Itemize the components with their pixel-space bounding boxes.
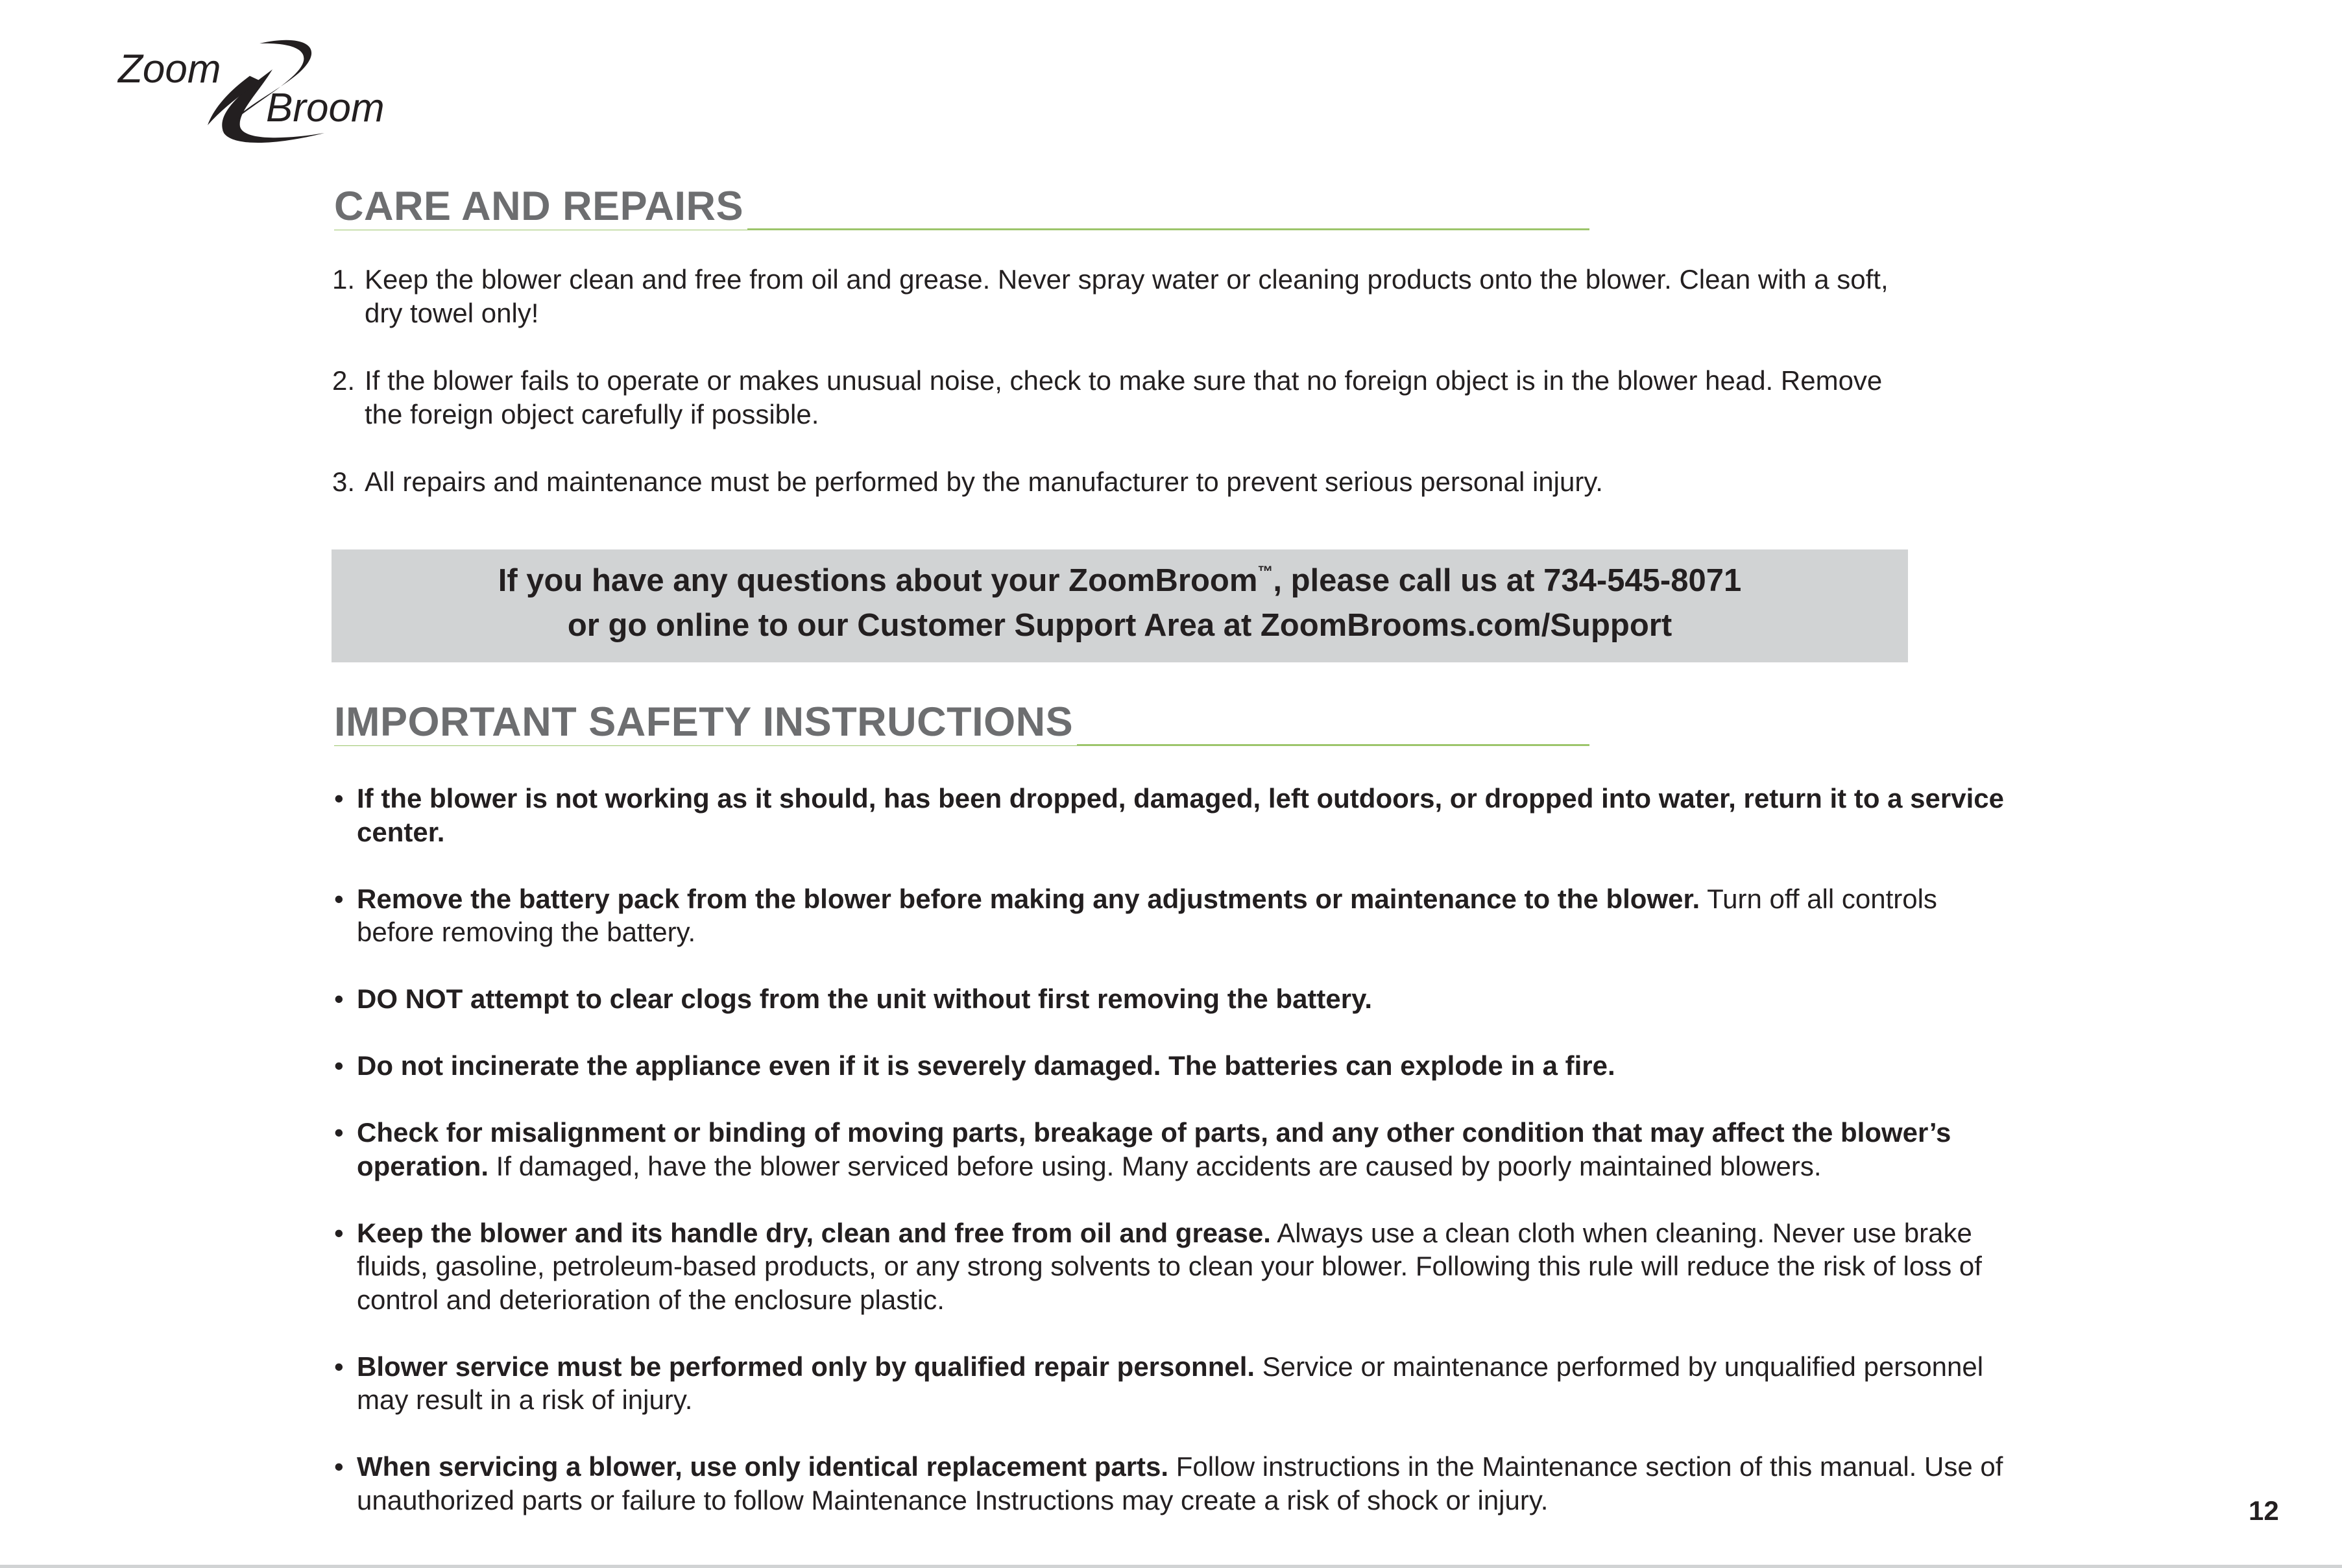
item-bold-text: Remove the battery pack from the blower before making any adjustments or maintenance to the blower. (357, 883, 1700, 914)
bullet: • (334, 1351, 344, 1382)
item-bold-text: DO NOT attempt to clear clogs from the unit without first removing the battery. (357, 983, 1373, 1014)
item-text: All repairs and maintenance must be performed by the manufacturer to prevent serious personal injury. (365, 466, 1603, 497)
bullet: • (334, 783, 344, 814)
item-bold-text: Keep the blower and its handle dry, clean and free from oil and grease. (357, 1217, 1271, 1248)
safety-heading-text: IMPORTANT SAFETY INSTRUCTIONS (334, 699, 1077, 745)
item-bold-text: Blower service must be performed only by qualified repair personnel. (357, 1351, 1255, 1382)
item-text: Service or maintenance performed by unqualified personnel may result in a risk of injury. (357, 1351, 1984, 1415)
callout-text: If you have any questions about your ZoomBroom (498, 563, 1258, 598)
logo-word-broom: Broom (266, 86, 385, 130)
logo-word-zoom: Zoom (118, 47, 221, 91)
bullet: • (334, 983, 344, 1014)
trademark-symbol: ™ (1257, 563, 1274, 581)
item-text: If damaged, have the blower serviced before using. Many accidents are caused by poorly maintained blowers. (489, 1150, 1822, 1181)
item-bold-text: If the blower is not working as it should, has been dropped, damaged, left outdoors, or dropped into water, return it to a service center. (357, 783, 2004, 847)
callout-line-1 (332, 559, 1908, 603)
bullet: • (334, 1217, 344, 1248)
bullet: • (334, 1451, 344, 1482)
care-and-repairs-heading (334, 182, 1589, 230)
safety-instructions-list (334, 782, 2014, 1550)
zoombroom-logo (110, 36, 415, 149)
item-bold-text: Do not incinerate the appliance even if it is severely damaged. The batteries can explode in a fire. (357, 1050, 1615, 1081)
list-item (334, 882, 2014, 949)
list-item (332, 263, 1909, 330)
item-bold-text: Check for misalignment or binding of moving parts, breakage of parts, and any other condition that may affect the blower’s operation. (357, 1117, 1951, 1181)
list-item (334, 1116, 2014, 1183)
item-text: Always use a clean cloth when cleaning. Never use brake fluids, gasoline, petroleum-based products, or any strong solvents to clean your blower. Following this rule will reduce the risk of loss of control and deterioration of the enclosure plastic. (357, 1217, 1982, 1315)
item-text: Keep the blower clean and free from oil and grease. Never spray water or cleaning products onto the blower. Clean with a soft, dry towel only! (365, 264, 1889, 328)
item-bold-text: When servicing a blower, use only identical replacement parts. (357, 1451, 1169, 1482)
item-number: 1. (332, 264, 356, 295)
list-item (334, 1049, 2014, 1083)
customer-support-callout (332, 549, 1908, 662)
care-heading-text: CARE AND REPAIRS (334, 183, 747, 230)
list-item (334, 982, 2014, 1016)
bullet: • (334, 1050, 344, 1081)
list-item (334, 1450, 2014, 1517)
bottom-divider (0, 1565, 2342, 1568)
item-number: 2. (332, 365, 356, 396)
item-number: 3. (332, 466, 356, 497)
callout-line-2: or go online to our Customer Support Area at ZoomBrooms.com/Support (567, 608, 1672, 643)
item-text: Turn off all controls before removing the battery. (357, 883, 1937, 947)
important-safety-heading (334, 697, 1589, 746)
list-item (332, 465, 1909, 499)
list-item (332, 364, 1909, 431)
callout-phone-text: , please call us at 734-545-8071 (1273, 563, 1742, 598)
care-instructions-list (332, 263, 1909, 533)
item-text: If the blower fails to operate or makes unusual noise, check to make sure that no foreign object is in the blower head. Remove the foreign object carefully if possible. (365, 365, 1883, 429)
list-item (334, 1216, 2014, 1317)
bullet: • (334, 1117, 344, 1148)
page-number: 12 (2249, 1495, 2279, 1526)
list-item (334, 1350, 2014, 1417)
bullet: • (334, 883, 344, 914)
item-text: Follow instructions in the Maintenance section of this manual. Use of unauthorized parts or failure to follow Maintenance Instructions may create a risk of shock or injury. (357, 1451, 2003, 1515)
list-item (334, 782, 2014, 849)
